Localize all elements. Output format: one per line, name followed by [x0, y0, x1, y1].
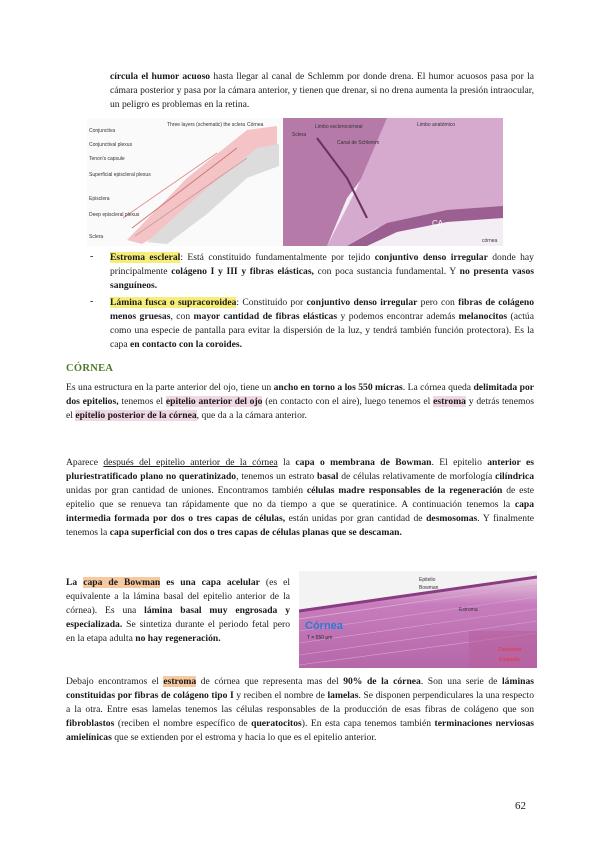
label-epitelio: Epitelio	[419, 577, 436, 583]
label-sclera-micro: Sclera	[292, 132, 307, 138]
histology-subtitle: T = 550 μm	[307, 635, 333, 641]
label-episclera: Episclera	[89, 196, 110, 202]
label-cornea-top: Córnea	[247, 122, 264, 128]
label-deep-episcleral-plexus: Deep episcleral plexus	[89, 212, 140, 218]
intro-paragraph: círcula el humor acuoso hasta llegar al canal de Schlemm por donde drena. El humor acuosos pasa por la cámara posterior y pasa por la cámara anterior, y tienen que drenar, si no drena aumenta la presión intraocular, un peligro es problemas en la retina.	[110, 71, 534, 110]
bullet-lamina-fusca: Lámina fusca o supracoroidea: Constituido por conjuntivo denso irregular pero con fibras de colágeno menos gruesas, con mayor cantidad de fibras elásticas y podemos encontrar además melanocitos (actúa como una especie de pantalla para evitar la dispersión de la luz, y tendrá también función protectora). Es la capa en contacto con la coroides.	[110, 297, 534, 350]
label-sclera: Sclera	[89, 234, 104, 240]
intro-bold: círcula el humor acuoso	[110, 71, 211, 82]
label-estroma: Estroma	[459, 607, 478, 613]
cornea-paragraph-1: Es una estructura en la parte anterior del ojo, tiene un ancho en torno a los 550 micras. La córnea queda delimitada por dos epitelios, tenemos el epitelio anterior del ojo (en contacto con el aire), luego tenemos el estroma y detrás tenemos el epitelio posterior de la córnea, que da a la cámara anterior.	[66, 382, 534, 421]
label-limbo-anatomico: Limbo anatómico	[417, 122, 456, 128]
section-heading-cornea: CÓRNEA	[66, 363, 114, 374]
bowman-paragraph: La capa de Bowman es una capa acelular (es el equivalente a la lámina basal del epitelio anterior de la córnea). Es una lámina basal muy engrosada y especializada. Se sintetiza durante el periodo fetal pero en la etapa adulta no hay regeneración.	[66, 577, 291, 644]
bullet-dash-2: -	[90, 296, 94, 307]
label-bowman: Bowman	[419, 585, 439, 591]
label-conjunctival-plexus: Conjunctival plexus	[89, 142, 133, 148]
page-number: 62	[515, 800, 526, 812]
label-three-layers: Three layers (schematic) the sclera	[167, 122, 246, 128]
label-tenons-capsule: Tenon's capsule	[89, 156, 125, 162]
label-canal-schlemm: Canal de Schlemm	[337, 140, 380, 146]
label-superficial-episcleral-plexus: Superficial episcleral plexus	[89, 172, 151, 178]
histology-title: Córnea	[305, 620, 343, 632]
label-endotelio: Endotelio	[499, 657, 520, 663]
bullet-estroma-escleral: Estroma escleral: Está constituido fundamentalmente por tejido conjuntivo denso irregular donde hay principalmente colágeno I y III y fibras elásticas, con poca sustancia fundamental. Y no presenta vasos sanguíneos.	[110, 252, 534, 291]
label-conjunctiva: Conjunctiva	[89, 128, 116, 134]
cornea-histology-image	[299, 571, 537, 668]
cornea-histology-figure	[299, 571, 537, 668]
label-ca: CA	[432, 219, 444, 228]
cornea-paragraph-2: Aparece después del epitelio anterior de la córnea la capa o membrana de Bowman. El epitelio anterior es pluriestratificado plano no queratinizado, tenemos un estrato basal de células relativamente de morfología cilíndrica unidas por gran cantidad de uniones. Encontramos también células madre responsables de la regeneración de este epitelio que se renueva tan rápidamente que no da tiempo a que se queratinice. A continuación tenemos la capa intermedia formada por dos o tres capas de células, están unidas por gran cantidad de desmosomas. Y finalmente tenemos la capa superficial con dos o tres capas de células planas que se descaman.	[66, 457, 535, 538]
label-descemet: Descemet	[499, 647, 522, 653]
label-cornea-micro: córnea	[482, 238, 498, 244]
cornea-paragraph-3: Debajo encontramos el estroma de córnea que representa mas del 90% de la córnea. Son una serie de láminas constituidas por fibras de colágeno tipo I y reciben el nombre de lamelas. Se disponen perpendiculares la una respecto a la otra. Entre esas lamelas tenemos las células responsables de la producción de esas fibras de colágeno que son fibroblastos (reciben el nombre específico de queratocitos). En esta capa tenemos también terminaciones nerviosas amielínicas que se extienden por el estroma y hacia lo que es el epitelio anterior.	[66, 676, 534, 743]
bullet-dash-1: -	[90, 251, 94, 262]
label-limbo-esclerocorneal: Limbo esclerocorneal	[315, 124, 363, 130]
sclera-figure	[87, 118, 503, 246]
sclera-diagram	[87, 118, 503, 246]
